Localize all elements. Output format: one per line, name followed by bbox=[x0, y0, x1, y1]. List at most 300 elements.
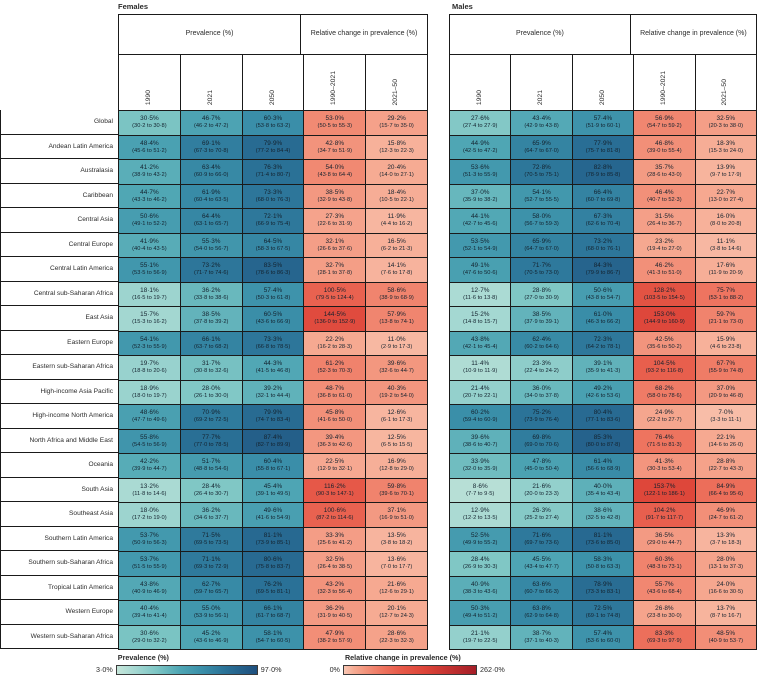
cell-uncertainty-interval: (79·9 to 86·7) bbox=[585, 270, 621, 277]
cell-uncertainty-interval: (25·2 to 27·4) bbox=[524, 515, 559, 522]
cell-value: 75·2% bbox=[532, 409, 551, 417]
heatmap-cell bbox=[450, 136, 511, 161]
cell-value: 12·9% bbox=[470, 507, 490, 515]
cell-uncertainty-interval: (53·1 to 88·2) bbox=[708, 294, 744, 301]
cell-uncertainty-interval: (30·3 to 53·4) bbox=[647, 466, 682, 473]
heatmap-cell bbox=[696, 430, 757, 455]
cell-value: 13·9% bbox=[716, 164, 736, 172]
cell-value: 62·7% bbox=[201, 580, 221, 588]
heatmap-cell bbox=[450, 185, 511, 210]
cell-uncertainty-interval: (28·1 to 37·8) bbox=[317, 270, 353, 277]
cell-value: 51·7% bbox=[201, 458, 221, 466]
column-group-header: Relative change in prevalence (%) bbox=[631, 15, 757, 55]
cell-uncertainty-interval: (30·8 to 32·6) bbox=[193, 368, 229, 375]
cell-uncertainty-interval: (35·4 to 43·4) bbox=[585, 490, 621, 497]
cell-uncertainty-interval: (50·3 to 61·8) bbox=[255, 294, 291, 301]
heatmap-cell bbox=[573, 307, 634, 332]
cell-value: 77·9% bbox=[593, 139, 613, 147]
cell-uncertainty-interval: (37·9 to 39·1) bbox=[524, 319, 559, 326]
heatmap-cell bbox=[181, 626, 243, 651]
cell-value: 46·8% bbox=[655, 139, 674, 147]
cell-value: 87·4% bbox=[263, 433, 283, 441]
cell-value: 37·1% bbox=[387, 507, 406, 515]
cell-value: 153·0% bbox=[653, 311, 676, 319]
cell-uncertainty-interval: (19·7 to 22·5) bbox=[462, 637, 498, 644]
heatmap-cell bbox=[696, 503, 757, 528]
heatmap-cell bbox=[243, 160, 305, 185]
cell-uncertainty-interval: (24·7 to 61·2) bbox=[708, 515, 744, 522]
cell-uncertainty-interval: (20·9 to 46·8) bbox=[708, 392, 744, 399]
cell-uncertainty-interval: (59·4 to 60·9) bbox=[462, 417, 498, 424]
cell-uncertainty-interval: (38·9 to 43·2) bbox=[132, 172, 167, 179]
cell-uncertainty-interval: (22·7 to 43·3) bbox=[708, 466, 744, 473]
cell-value: 55·7% bbox=[655, 580, 674, 588]
cell-uncertainty-interval: (4·4 to 16·2) bbox=[380, 221, 413, 228]
cell-value: 41·3% bbox=[655, 458, 674, 466]
cell-value: 33·3% bbox=[325, 531, 345, 539]
cell-uncertainty-interval: (55·8 to 67·1) bbox=[255, 466, 291, 473]
heatmap-cell bbox=[511, 601, 572, 626]
heatmap-cell bbox=[511, 381, 572, 406]
cell-uncertainty-interval: (144·9 to 160·9) bbox=[643, 319, 685, 326]
heatmap-cell bbox=[243, 381, 305, 406]
heatmap-cell bbox=[573, 528, 634, 553]
cell-value: 22·2% bbox=[325, 335, 345, 343]
heatmap-cell bbox=[243, 601, 305, 626]
heatmap-cell bbox=[511, 577, 572, 602]
cell-uncertainty-interval: (14·6 to 26·0) bbox=[708, 441, 744, 448]
cell-value: 28·0% bbox=[201, 384, 221, 392]
cell-uncertainty-interval: (54·7 to 59·2) bbox=[647, 123, 682, 130]
region-label: Southern Latin America bbox=[0, 527, 118, 552]
cell-uncertainty-interval: (58·0 to 78·6) bbox=[647, 392, 682, 399]
heatmap-cell bbox=[304, 503, 366, 528]
cell-value: 14·1% bbox=[387, 262, 406, 270]
year-column-header bbox=[119, 55, 181, 111]
heatmap-cell bbox=[366, 430, 428, 455]
relative-change-gradient-bar bbox=[343, 665, 477, 675]
cell-uncertainty-interval: (48·3 to 73·1) bbox=[647, 564, 682, 571]
cell-uncertainty-interval: (53·9 to 56·1) bbox=[193, 613, 229, 620]
heatmap-cell bbox=[304, 185, 366, 210]
heatmap-cell bbox=[304, 405, 366, 430]
cell-uncertainty-interval: (3·7 to 18·3) bbox=[710, 539, 742, 546]
heatmap-cell bbox=[304, 111, 366, 136]
females-table bbox=[118, 14, 428, 650]
cell-value: 55·3% bbox=[201, 237, 221, 245]
heatmap-cell bbox=[634, 136, 695, 161]
year-column-header bbox=[304, 55, 366, 111]
heatmap-cell bbox=[304, 332, 366, 357]
cell-value: 60·4% bbox=[263, 458, 283, 466]
heatmap-cell bbox=[634, 332, 695, 357]
heatmap-cell bbox=[366, 136, 428, 161]
cell-uncertainty-interval: (90·3 to 147·1) bbox=[315, 490, 354, 497]
cell-value: 11·9% bbox=[387, 213, 406, 221]
cell-value: 84·3% bbox=[593, 262, 613, 270]
cell-value: 50·3% bbox=[470, 605, 490, 613]
heatmap-cell bbox=[366, 209, 428, 234]
heatmap-cell bbox=[573, 405, 634, 430]
cell-uncertainty-interval: (78·9 to 85·8) bbox=[585, 172, 621, 179]
cell-uncertainty-interval: (39·0 to 55·4) bbox=[647, 147, 682, 154]
cell-uncertainty-interval: (23·8 to 30·0) bbox=[647, 613, 682, 620]
cell-value: 47·9% bbox=[325, 629, 345, 637]
cell-value: 80·6% bbox=[263, 556, 283, 564]
cell-value: 7·0% bbox=[718, 409, 734, 417]
heatmap-cell bbox=[511, 454, 572, 479]
cell-uncertainty-interval: (43·6 to 46·9) bbox=[193, 637, 229, 644]
heatmap-cell bbox=[243, 405, 305, 430]
heatmap-cell bbox=[119, 307, 181, 332]
cell-value: 59·8% bbox=[387, 482, 406, 490]
heatmap-cell bbox=[450, 479, 511, 504]
heatmap-cell bbox=[573, 356, 634, 381]
region-label: Global bbox=[0, 110, 118, 135]
cell-uncertainty-interval: (26·4 to 36·7) bbox=[647, 221, 682, 228]
heatmap-cell bbox=[634, 626, 695, 651]
cell-value: 62·4% bbox=[532, 335, 551, 343]
heatmap-cell bbox=[573, 601, 634, 626]
cell-uncertainty-interval: (30·2 to 30·8) bbox=[132, 123, 167, 130]
cell-uncertainty-interval: (70·5 to 75·1) bbox=[524, 172, 559, 179]
heatmap-cell bbox=[573, 503, 634, 528]
heatmap-cell bbox=[634, 111, 695, 136]
heatmap-cell bbox=[366, 356, 428, 381]
females-section-title: Females bbox=[118, 2, 149, 11]
heatmap-cell bbox=[366, 185, 428, 210]
cell-value: 39·6% bbox=[387, 360, 406, 368]
heatmap-cell bbox=[119, 626, 181, 651]
heatmap-cell bbox=[366, 160, 428, 185]
cell-value: 21·4% bbox=[470, 384, 490, 392]
heatmap-cell bbox=[304, 430, 366, 455]
cell-value: 64·4% bbox=[201, 213, 221, 221]
cell-value: 13·2% bbox=[140, 482, 159, 490]
cell-uncertainty-interval: (33·8 to 38·6) bbox=[193, 294, 229, 301]
year-column-label: 2021 bbox=[537, 89, 545, 105]
heatmap-cell bbox=[181, 503, 243, 528]
cell-value: 38·5% bbox=[532, 311, 551, 319]
heatmap-cell bbox=[634, 601, 695, 626]
heatmap-cell bbox=[181, 454, 243, 479]
cell-value: 38·5% bbox=[325, 188, 345, 196]
heatmap-cell bbox=[511, 111, 572, 136]
relative-change-legend-title: Relative change in prevalence (%) bbox=[344, 653, 461, 662]
cell-value: 48·6% bbox=[140, 409, 159, 417]
cell-uncertainty-interval: (40·4 to 43·5) bbox=[132, 245, 167, 252]
heatmap-cell bbox=[119, 454, 181, 479]
cell-value: 80·4% bbox=[593, 409, 613, 417]
cell-value: 71·6% bbox=[532, 531, 551, 539]
cell-value: 73·2% bbox=[201, 262, 221, 270]
cell-uncertainty-interval: (35·9 to 38·2) bbox=[462, 196, 498, 203]
cell-uncertainty-interval: (37·8 to 39·2) bbox=[193, 319, 229, 326]
heatmap-cell bbox=[304, 209, 366, 234]
cell-value: 71·7% bbox=[532, 262, 551, 270]
cell-uncertainty-interval: (49·9 to 55·2) bbox=[462, 539, 498, 546]
cell-value: 48·7% bbox=[325, 384, 345, 392]
cell-value: 72·5% bbox=[593, 605, 613, 613]
cell-uncertainty-interval: (20·3 to 38·0) bbox=[708, 123, 744, 130]
heatmap-cell bbox=[304, 528, 366, 553]
cell-value: 37·0% bbox=[470, 188, 490, 196]
cell-value: 18·0% bbox=[140, 507, 159, 515]
heatmap-cell bbox=[243, 626, 305, 651]
cell-value: 73·3% bbox=[263, 335, 283, 343]
cell-value: 23·2% bbox=[655, 237, 674, 245]
region-label: Andean Latin America bbox=[0, 135, 118, 160]
region-label: Central Latin America bbox=[0, 257, 118, 282]
cell-value: 69·1% bbox=[201, 139, 221, 147]
heatmap-cell bbox=[573, 626, 634, 651]
year-column-label: 2021–50 bbox=[721, 78, 729, 105]
cell-uncertainty-interval: (32·0 to 35·9) bbox=[462, 466, 498, 473]
cell-uncertainty-interval: (26·4 to 30·7) bbox=[193, 490, 229, 497]
year-column-header bbox=[243, 55, 305, 111]
year-column-header bbox=[366, 55, 428, 111]
heatmap-cell bbox=[696, 234, 757, 259]
heatmap-cell bbox=[181, 160, 243, 185]
cell-uncertainty-interval: (66·8 to 78·5) bbox=[255, 343, 291, 350]
heatmap-cell bbox=[243, 454, 305, 479]
region-label: North Africa and Middle East bbox=[0, 429, 118, 454]
cell-value: 59·7% bbox=[716, 311, 736, 319]
cell-uncertainty-interval: (43·8 to 64·4) bbox=[317, 172, 353, 179]
heatmap-cell bbox=[366, 111, 428, 136]
cell-value: 20·1% bbox=[387, 605, 406, 613]
heatmap-cell bbox=[450, 381, 511, 406]
heatmap-cell bbox=[511, 258, 572, 283]
cell-value: 36·5% bbox=[655, 531, 674, 539]
cell-uncertainty-interval: (35·6 to 50·2) bbox=[647, 343, 682, 350]
cell-uncertainty-interval: (34·0 to 37·8) bbox=[524, 392, 559, 399]
cell-value: 21·6% bbox=[532, 482, 551, 490]
cell-value: 15·8% bbox=[387, 139, 406, 147]
cell-uncertainty-interval: (87·2 to 114·6) bbox=[316, 515, 354, 522]
heatmap-cell bbox=[634, 381, 695, 406]
cell-uncertainty-interval: (69·1 to 74·8) bbox=[585, 613, 621, 620]
cell-uncertainty-interval: (41·6 to 54·9) bbox=[255, 515, 291, 522]
cell-value: 104·5% bbox=[653, 360, 676, 368]
heatmap-cell bbox=[181, 430, 243, 455]
cell-value: 24·9% bbox=[655, 409, 674, 417]
cell-value: 79·9% bbox=[263, 139, 283, 147]
heatmap-cell bbox=[119, 479, 181, 504]
cell-value: 32·5% bbox=[716, 115, 736, 123]
cell-uncertainty-interval: (55·9 to 74·8) bbox=[708, 368, 744, 375]
region-label-column bbox=[0, 14, 118, 650]
cell-value: 24·0% bbox=[716, 580, 736, 588]
cell-uncertainty-interval: (13·1 to 37·3) bbox=[708, 564, 744, 571]
cell-uncertainty-interval: (26·1 to 30·0) bbox=[193, 392, 229, 399]
cell-uncertainty-interval: (64·7 to 67·0) bbox=[524, 245, 559, 252]
cell-value: 11·0% bbox=[387, 335, 406, 343]
cell-uncertainty-interval: (66·4 to 95·6) bbox=[708, 490, 744, 497]
cell-uncertainty-interval: (45·6 to 51·2) bbox=[132, 147, 167, 154]
heatmap-cell bbox=[366, 332, 428, 357]
heatmap-cell bbox=[304, 454, 366, 479]
region-label: Central Asia bbox=[0, 208, 118, 233]
cell-uncertainty-interval: (2·9 to 17·3) bbox=[380, 343, 413, 350]
females-heatmap-body bbox=[119, 111, 428, 650]
heatmap-cell bbox=[119, 577, 181, 602]
heatmap-cell bbox=[243, 503, 305, 528]
heatmap-cell bbox=[181, 552, 243, 577]
heatmap-cell bbox=[304, 479, 366, 504]
heatmap-cell bbox=[366, 601, 428, 626]
heatmap-cell bbox=[450, 209, 511, 234]
heatmap-cell bbox=[634, 356, 695, 381]
cell-value: 65·9% bbox=[532, 237, 551, 245]
cell-value: 12·6% bbox=[387, 409, 406, 417]
cell-value: 100·5% bbox=[323, 286, 346, 294]
cell-uncertainty-interval: (50·8 to 63·3) bbox=[585, 564, 621, 571]
cell-uncertainty-interval: (27·4 to 27·9) bbox=[462, 123, 498, 130]
cell-value: 42·5% bbox=[655, 335, 674, 343]
cell-uncertainty-interval: (18·0 to 19·7) bbox=[132, 392, 167, 399]
heatmap-cell bbox=[119, 136, 181, 161]
year-column-label: 2021 bbox=[206, 89, 214, 105]
cell-uncertainty-interval: (42·7 to 45·6) bbox=[462, 221, 498, 228]
cell-uncertainty-interval: (51·9 to 60·1) bbox=[585, 123, 621, 130]
cell-uncertainty-interval: (32·9 to 43·8) bbox=[317, 196, 353, 203]
heatmap-cell bbox=[573, 234, 634, 259]
cell-uncertainty-interval: (66·9 to 75·4) bbox=[255, 221, 291, 228]
heatmap-cell bbox=[243, 332, 305, 357]
cell-uncertainty-interval: (7·7 to 9·5) bbox=[466, 490, 495, 497]
cell-uncertainty-interval: (36·8 to 61·0) bbox=[317, 392, 353, 399]
cell-uncertainty-interval: (60·7 to 66·3) bbox=[524, 588, 559, 595]
heatmap-cell bbox=[119, 405, 181, 430]
heatmap-cell bbox=[634, 234, 695, 259]
cell-value: 48·5% bbox=[716, 629, 736, 637]
cell-value: 58·6% bbox=[387, 286, 406, 294]
heatmap-cell bbox=[181, 234, 243, 259]
cell-uncertainty-interval: (68·0 to 76·3) bbox=[255, 196, 291, 203]
cell-value: 72·3% bbox=[593, 335, 613, 343]
cell-value: 33·9% bbox=[470, 458, 490, 466]
heatmap-cell bbox=[634, 185, 695, 210]
cell-value: 12·5% bbox=[387, 433, 406, 441]
cell-uncertainty-interval: (41·5 to 46·8) bbox=[255, 368, 291, 375]
cell-uncertainty-interval: (11·9 to 20·9) bbox=[708, 270, 743, 277]
region-label: Central Europe bbox=[0, 233, 118, 258]
cell-value: 57·4% bbox=[593, 115, 613, 123]
heatmap-cell bbox=[573, 160, 634, 185]
heatmap-cell bbox=[634, 552, 695, 577]
year-column-label: 1990 bbox=[475, 89, 483, 105]
cell-uncertainty-interval: (16·2 to 28·3) bbox=[317, 343, 353, 350]
heatmap-cell bbox=[119, 185, 181, 210]
cell-value: 40·3% bbox=[387, 384, 406, 392]
tables-container bbox=[0, 14, 757, 650]
cell-uncertainty-interval: (49·4 to 51·2) bbox=[462, 613, 498, 620]
cell-value: 79·9% bbox=[263, 409, 283, 417]
heatmap-cell bbox=[181, 258, 243, 283]
cell-uncertainty-interval: (58·3 to 67·5) bbox=[255, 245, 291, 252]
heatmap-cell bbox=[366, 258, 428, 283]
cell-uncertainty-interval: (17·2 to 19·0) bbox=[132, 515, 167, 522]
cell-value: 49·2% bbox=[593, 384, 613, 392]
cell-uncertainty-interval: (22·6 to 31·9) bbox=[317, 221, 353, 228]
heatmap-cell bbox=[450, 430, 511, 455]
heatmap-cell bbox=[696, 381, 757, 406]
cell-value: 153·7% bbox=[653, 482, 676, 490]
cell-value: 54·1% bbox=[140, 335, 159, 343]
cell-value: 77·7% bbox=[201, 433, 221, 441]
legend bbox=[0, 653, 505, 675]
heatmap-cell bbox=[243, 307, 305, 332]
cell-uncertainty-interval: (74·7 to 83·4) bbox=[255, 417, 291, 424]
cell-uncertainty-interval: (51·5 to 55·9) bbox=[132, 564, 167, 571]
cell-value: 72·8% bbox=[532, 164, 551, 172]
heatmap-cell bbox=[696, 209, 757, 234]
cell-uncertainty-interval: (41·6 to 50·0) bbox=[317, 417, 353, 424]
cell-value: 43·4% bbox=[532, 115, 551, 123]
cell-value: 73·3% bbox=[263, 188, 283, 196]
cell-uncertainty-interval: (41·3 to 51·0) bbox=[647, 270, 682, 277]
cell-value: 65·9% bbox=[532, 139, 551, 147]
cell-uncertainty-interval: (42·5 to 47·2) bbox=[462, 147, 498, 154]
cell-value: 38·5% bbox=[201, 311, 221, 319]
label-column-spacer bbox=[0, 14, 118, 110]
cell-uncertainty-interval: (46·2 to 47·2) bbox=[193, 123, 229, 130]
heatmap-cell bbox=[304, 552, 366, 577]
heatmap-cell bbox=[696, 136, 757, 161]
heatmap-cell bbox=[696, 111, 757, 136]
cell-uncertainty-interval: (82·7 to 89·9) bbox=[255, 441, 291, 448]
cell-value: 57·9% bbox=[387, 311, 406, 319]
cell-value: 18·3% bbox=[716, 139, 736, 147]
heatmap-cell bbox=[304, 136, 366, 161]
heatmap-cell bbox=[243, 356, 305, 381]
cell-value: 61·4% bbox=[593, 458, 613, 466]
prevalence-legend-title: Prevalence (%) bbox=[117, 653, 169, 662]
heatmap-cell bbox=[181, 332, 243, 357]
region-label: Central sub-Saharan Africa bbox=[0, 282, 118, 307]
heatmap-cell bbox=[450, 258, 511, 283]
cell-value: 13·6% bbox=[387, 556, 406, 564]
heatmap-cell bbox=[450, 552, 511, 577]
cell-value: 81·1% bbox=[593, 531, 613, 539]
cell-value: 26·8% bbox=[655, 605, 674, 613]
heatmap-cell bbox=[511, 332, 572, 357]
cell-uncertainty-interval: (21·1 to 73·0) bbox=[708, 319, 744, 326]
cell-value: 63·8% bbox=[532, 605, 551, 613]
heatmap-cell bbox=[634, 454, 695, 479]
cell-value: 41·9% bbox=[140, 237, 159, 245]
cell-value: 28·8% bbox=[532, 286, 551, 294]
cell-value: 39·4% bbox=[325, 433, 345, 441]
heatmap-cell bbox=[573, 185, 634, 210]
cell-uncertainty-interval: (69·3 to 97·9) bbox=[647, 637, 682, 644]
cell-uncertainty-interval: (12·3 to 22·3) bbox=[379, 147, 414, 154]
cell-uncertainty-interval: (45·0 to 50·4) bbox=[524, 466, 559, 473]
heatmap-cell bbox=[243, 234, 305, 259]
cell-value: 49·6% bbox=[263, 507, 283, 515]
cell-uncertainty-interval: (12·2 to 13·5) bbox=[462, 515, 498, 522]
heatmap-cell bbox=[634, 283, 695, 308]
cell-uncertainty-interval: (43·6 to 68·4) bbox=[647, 588, 682, 595]
cell-uncertainty-interval: (12·7 to 24·3) bbox=[379, 613, 414, 620]
cell-value: 18·1% bbox=[140, 286, 159, 294]
heatmap-cell bbox=[181, 405, 243, 430]
cell-uncertainty-interval: (53·5 to 56·9) bbox=[132, 270, 167, 277]
heatmap-cell bbox=[119, 528, 181, 553]
cell-value: 31·7% bbox=[201, 360, 221, 368]
cell-uncertainty-interval: (73·9 to 76·4) bbox=[524, 417, 559, 424]
